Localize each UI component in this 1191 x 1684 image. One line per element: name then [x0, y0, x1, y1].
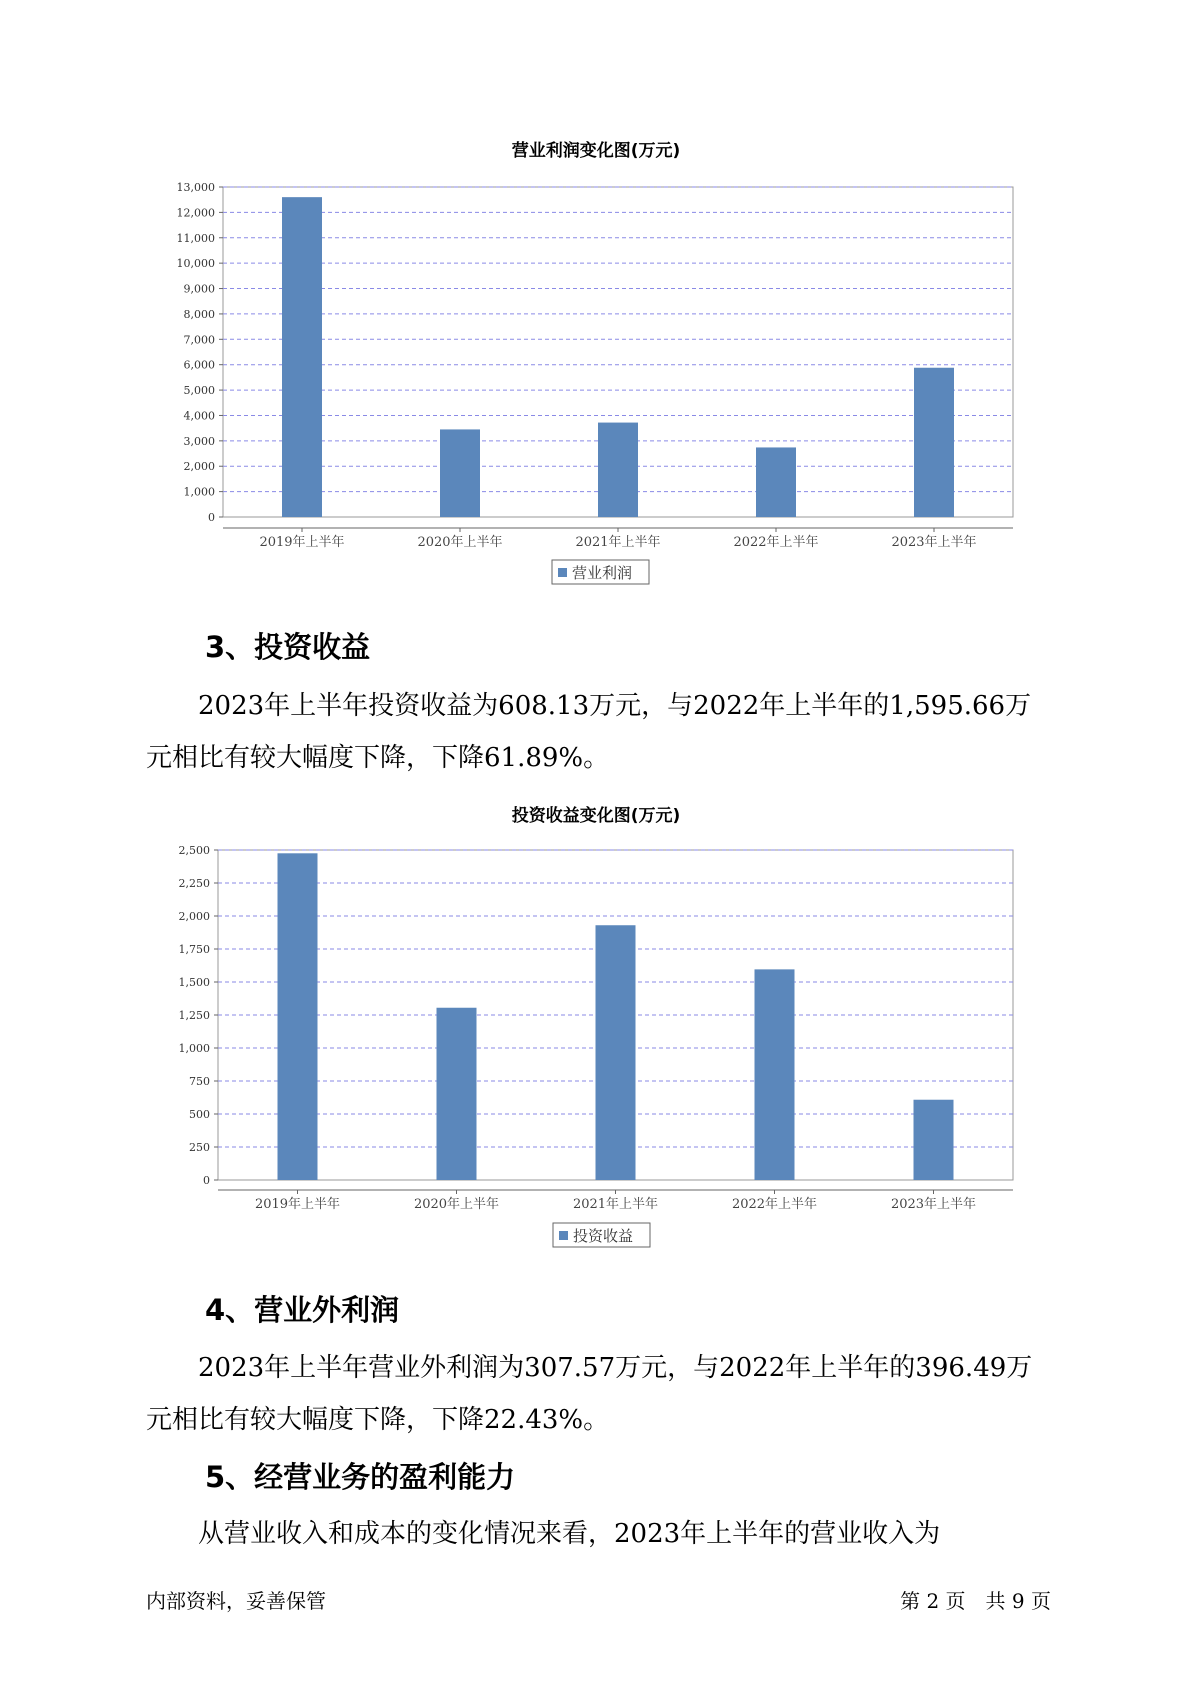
- footer-confidential: 内部资料，妥善保管: [146, 1589, 326, 1613]
- section-5-paragraph: [146, 1508, 1056, 1560]
- operating-profit-chart-ytick-label: 6,000: [183, 358, 215, 372]
- investment-income-chart-title: 投资收益变化图(万元): [511, 806, 681, 826]
- investment-income-chart-ytick-label: 250: [189, 1141, 210, 1154]
- investment-income-chart-legend-label: 投资收益: [573, 1227, 634, 1245]
- investment-income-chart-ytick-label: 1,000: [178, 1042, 210, 1055]
- investment-income-chart-ytick-label: 1,500: [178, 976, 210, 989]
- investment-income-chart-xtick-label: 2021年上半年: [572, 1197, 659, 1212]
- operating-profit-chart-ytick-label: 2,000: [183, 460, 215, 474]
- operating-profit-chart-ytick-label: 0: [208, 511, 215, 524]
- operating-profit-chart-ytick-label: 7,000: [183, 333, 215, 347]
- operating-profit-chart-xtick-label: 2022年上半年: [733, 535, 819, 550]
- operating-profit-chart-bar: [914, 368, 954, 517]
- operating-profit-chart-ytick-label: 5,000: [183, 384, 215, 398]
- investment-income-chart-xtick-label: 2019年上半年: [254, 1197, 341, 1212]
- investment-income-chart-bar: [596, 925, 636, 1180]
- investment-income-chart-ytick-label: 1,250: [178, 1009, 210, 1022]
- investment-income-chart: [0, 795, 1191, 1265]
- operating-profit-chart-xtick-label: 2021年上半年: [575, 535, 661, 550]
- operating-profit-chart-bar: [440, 429, 480, 517]
- investment-income-chart-bar: [755, 969, 795, 1180]
- section-3-paragraph: [146, 680, 1056, 784]
- section-5-heading: 5、经营业务的盈利能力: [205, 1460, 516, 1494]
- operating-profit-chart-ytick-label: 8,000: [183, 307, 215, 321]
- operating-profit-chart-bar: [756, 447, 796, 517]
- operating-profit-chart-ytick-label: 11,000: [176, 231, 215, 245]
- section-3-heading: 3、投资收益: [205, 630, 371, 664]
- operating-profit-chart-bar: [598, 423, 638, 517]
- investment-income-chart-xtick-label: 2020年上半年: [413, 1197, 500, 1212]
- operating-profit-chart-legend: [552, 560, 649, 584]
- investment-income-chart-ytick-label: 0: [203, 1174, 210, 1187]
- operating-profit-chart-title: 营业利润变化图(万元): [511, 141, 681, 161]
- investment-income-chart-ytick-label: 750: [189, 1075, 210, 1088]
- section-4-paragraph: [146, 1342, 1056, 1446]
- investment-income-chart-xtick-label: 2023年上半年: [890, 1197, 977, 1212]
- operating-profit-chart-xtick-label: 2023年上半年: [891, 535, 977, 550]
- investment-income-chart-legend-swatch: [559, 1231, 568, 1240]
- operating-profit-chart-ytick-label: 3,000: [183, 434, 215, 448]
- operating-profit-chart-ytick-label: 4,000: [183, 409, 215, 423]
- operating-profit-chart-legend-label: 营业利润: [572, 564, 633, 582]
- investment-income-chart-ytick-label: 2,500: [178, 844, 210, 857]
- investment-income-chart-legend: [553, 1223, 650, 1247]
- section-5-line-1: 从营业收入和成本的变化情况来看，2023年上半年的营业收入为: [198, 1519, 941, 1549]
- investment-income-chart-bar: [914, 1100, 954, 1180]
- investment-income-chart-bar: [278, 853, 318, 1180]
- operating-profit-chart-legend-swatch: [558, 568, 567, 577]
- investment-income-chart-ytick-label: 2,250: [178, 877, 210, 890]
- operating-profit-chart-ytick-label: 13,000: [176, 181, 215, 194]
- section-3-line-1: 2023年上半年投资收益为608.13万元，与2022年上半年的1,595.66万: [198, 691, 1032, 721]
- investment-income-chart-ytick-label: 2,000: [178, 910, 210, 923]
- operating-profit-chart: [0, 130, 1191, 600]
- investment-income-chart-ytick-label: 500: [189, 1108, 210, 1121]
- operating-profit-chart-xtick-label: 2020年上半年: [417, 535, 503, 550]
- section-4-line-1: 2023年上半年营业外利润为307.57万元，与2022年上半年的396.49万: [198, 1353, 1033, 1383]
- operating-profit-chart-ytick-label: 10,000: [176, 257, 215, 271]
- operating-profit-chart-ytick-label: 1,000: [183, 485, 215, 499]
- footer-page-number: 第 2 页 共 9 页: [900, 1589, 1051, 1613]
- operating-profit-chart-bar: [282, 197, 322, 517]
- investment-income-chart-ytick-label: 1,750: [178, 943, 210, 956]
- operating-profit-chart-ytick-label: 12,000: [176, 206, 215, 220]
- investment-income-chart-svg: [0, 795, 1191, 1265]
- section-4-heading: 4、营业外利润: [205, 1293, 400, 1327]
- section-4-line-2: 元相比有较大幅度下降，下降22.43%。: [146, 1405, 610, 1435]
- operating-profit-chart-xtick-label: 2019年上半年: [259, 535, 345, 550]
- operating-profit-chart-ytick-label: 9,000: [183, 282, 215, 296]
- section-3-line-2: 元相比有较大幅度下降，下降61.89%。: [146, 743, 610, 773]
- operating-profit-chart-svg: [0, 130, 1191, 600]
- investment-income-chart-bar: [437, 1008, 477, 1180]
- investment-income-chart-xtick-label: 2022年上半年: [731, 1197, 818, 1212]
